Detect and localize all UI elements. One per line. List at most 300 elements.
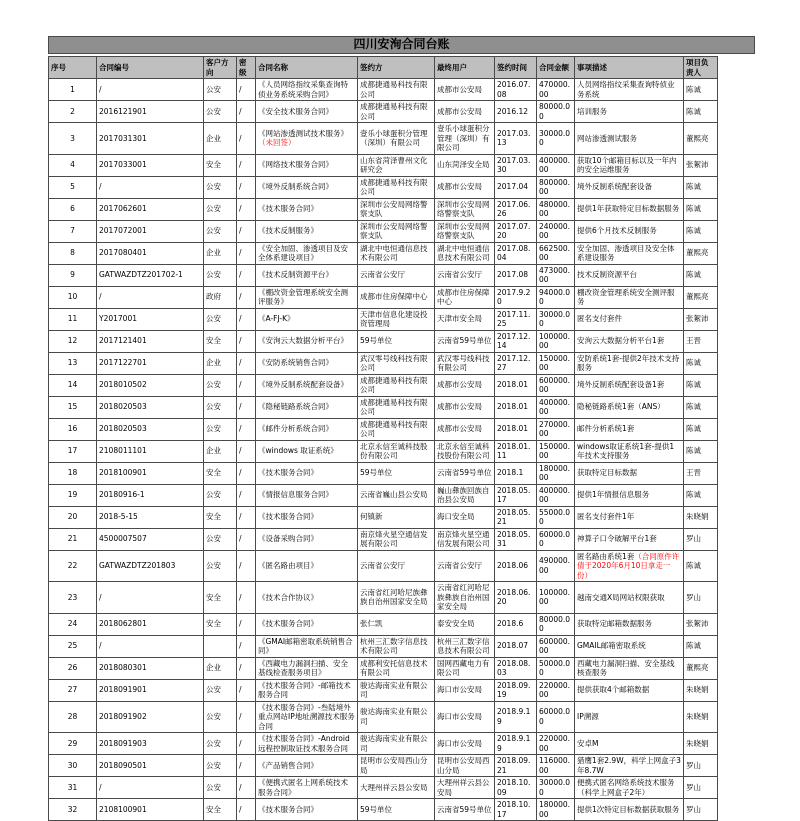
cell-end-user: 云南省59号单位 [435, 462, 495, 484]
table-row [49, 733, 718, 755]
cell-sign-date: 2018.06.20 [495, 582, 537, 614]
cell-amount: 490000.00 [537, 550, 575, 582]
cell-end-user: 成都市公安局 [435, 79, 495, 101]
cell-description: 境外反制系统配套设备 [575, 176, 684, 198]
cell-description: 匿名支付套件1年 [575, 506, 684, 528]
column-header-9: 事项描述 [575, 57, 684, 79]
cell-no: 27 [49, 679, 97, 701]
cell-project-leader: 王晋 [684, 330, 718, 352]
cell-amount: 55000.00 [537, 506, 575, 528]
cell-direction: 公安 [204, 198, 237, 220]
cell-direction: 公安 [204, 733, 237, 755]
cell-project-leader: 罗山 [684, 528, 718, 550]
cell-project-leader: 陈诚 [684, 352, 718, 374]
cell-description: 技术反制资源平台 [575, 264, 684, 286]
cell-contract-no: 20180916-1 [97, 484, 204, 506]
cell-contract-name: 《产品销售合同》 [256, 755, 358, 777]
cell-end-user: 国网西藏电力有限公司 [435, 657, 495, 679]
cell-end-user: 成都市公安局 [435, 176, 495, 198]
cell-contract-name: 《安防系统销售合同》 [256, 352, 358, 374]
cell-end-user: 成都市住房保障中心 [435, 286, 495, 308]
cell-sign-date: 2016.12 [495, 101, 537, 123]
cell-no: 23 [49, 582, 97, 614]
cell-direction: 安全 [204, 154, 237, 176]
column-header-0: 序号 [49, 57, 97, 79]
cell-project-leader: 罗山 [684, 755, 718, 777]
cell-no: 24 [49, 613, 97, 635]
cell-direction: 企业 [204, 352, 237, 374]
cell-contract-name: 《GMAI邮箱密取系统销售合同》 [256, 635, 358, 657]
cell-description: 获取特定目标数据 [575, 462, 684, 484]
table-row [49, 440, 718, 462]
cell-signing-party: 59号单位 [358, 462, 435, 484]
cell-secrecy: / [237, 440, 256, 462]
cell-amount: 400000.00 [537, 484, 575, 506]
cell-no: 25 [49, 635, 97, 657]
column-header-7: 签约时间 [495, 57, 537, 79]
cell-contract-name: 《棚改资金管理系统安全测评服务》 [256, 286, 358, 308]
cell-no: 21 [49, 528, 97, 550]
table-row [49, 550, 718, 582]
cell-description: IP溯源 [575, 701, 684, 733]
cell-signing-party: 北京永信至诚科技股份有限公司 [358, 440, 435, 462]
cell-amount: 30000.00 [537, 308, 575, 330]
cell-no: 28 [49, 701, 97, 733]
cell-description: 培训服务 [575, 101, 684, 123]
cell-project-leader: 陈诚 [684, 264, 718, 286]
cell-sign-date: 2017.08.04 [495, 242, 537, 264]
cell-end-user: 泰安安全局 [435, 613, 495, 635]
cell-sign-date: 2018.05.17 [495, 484, 537, 506]
cell-secrecy: / [237, 777, 256, 799]
cell-sign-date: 2017.06.26 [495, 198, 537, 220]
cell-description: 安卓M [575, 733, 684, 755]
cell-secrecy: / [237, 242, 256, 264]
cell-project-leader: 朱晓娟 [684, 506, 718, 528]
header-row [49, 57, 718, 79]
cell-contract-no: 2108100901 [97, 799, 204, 821]
cell-description: 提供1年获取特定目标数据服务 [575, 198, 684, 220]
cell-contract-name: 《境外反制系统配套设备》 [256, 374, 358, 396]
cell-contract-no: 2018-5-15 [97, 506, 204, 528]
table-row [49, 123, 718, 155]
cell-project-leader: 张絮沛 [684, 154, 718, 176]
cell-end-user: 深圳市公安局网络警察支队 [435, 220, 495, 242]
cell-direction: 公安 [204, 550, 237, 582]
cell-contract-name: 《设备采购合同》 [256, 528, 358, 550]
cell-signing-party: 成都捷通易科技有限公司 [358, 79, 435, 101]
cell-secrecy: / [237, 679, 256, 701]
cell-signing-party: 成都捷通易科技有限公司 [358, 396, 435, 418]
cell-no: 29 [49, 733, 97, 755]
cell-description: 获取10个邮箱目标以及一年内的安全运维服务 [575, 154, 684, 176]
cell-contract-name-red-note: （未回签） [258, 138, 296, 148]
cell-contract-no: GATWAZDTZ201702-1 [97, 264, 204, 286]
cell-description: 境外反制系统配套设备1套 [575, 374, 684, 396]
cell-contract-no: / [97, 176, 204, 198]
cell-signing-party: 杭州三汇数字信息技术有限公司 [358, 635, 435, 657]
cell-end-user: 北京永信至诚科技股份有限公司 [435, 440, 495, 462]
cell-contract-name: 《技术服务合同》 [256, 799, 358, 821]
cell-contract-no: 2017033001 [97, 154, 204, 176]
cell-amount: 470000.00 [537, 79, 575, 101]
cell-end-user: 杭州三汇数字信息技术有限公司 [435, 635, 495, 657]
cell-contract-no: 2018080301 [97, 657, 204, 679]
table-row [49, 484, 718, 506]
cell-end-user: 成都市公安局 [435, 418, 495, 440]
cell-direction: 公安 [204, 528, 237, 550]
table-header [49, 57, 718, 79]
cell-contract-no: 2017121401 [97, 330, 204, 352]
cell-signing-party: 壹乐小球蛋积分管理（深圳）有限公司 [358, 123, 435, 155]
cell-no: 3 [49, 123, 97, 155]
cell-project-leader: 陈诚 [684, 550, 718, 582]
table-row [49, 396, 718, 418]
cell-secrecy: / [237, 154, 256, 176]
cell-project-leader: 陈诚 [684, 418, 718, 440]
cell-sign-date: 2018.05.31 [495, 528, 537, 550]
cell-description: 提供获取4个邮箱数据 [575, 679, 684, 701]
cell-project-leader: 陈诚 [684, 79, 718, 101]
table-row [49, 657, 718, 679]
table-row [49, 799, 718, 821]
table-row [49, 286, 718, 308]
cell-sign-date: 2017.03.13 [495, 123, 537, 155]
cell-no: 30 [49, 755, 97, 777]
cell-amount: 480000.00 [537, 198, 575, 220]
cell-project-leader: 朱晓娟 [684, 679, 718, 701]
cell-direction: 企业 [204, 440, 237, 462]
cell-signing-party: 成都捷通易科技有限公司 [358, 374, 435, 396]
cell-sign-date: 2018.01 [495, 374, 537, 396]
cell-end-user: 天津市安全局 [435, 308, 495, 330]
table-row [49, 198, 718, 220]
cell-amount: 180000.00 [537, 799, 575, 821]
cell-description: 越南交通X局网站权限获取 [575, 582, 684, 614]
cell-direction: 安全 [204, 330, 237, 352]
cell-secrecy: / [237, 657, 256, 679]
cell-description: GMAIL邮箱密取系统 [575, 635, 684, 657]
table-row [49, 701, 718, 733]
cell-no: 20 [49, 506, 97, 528]
cell-secrecy: / [237, 613, 256, 635]
cell-contract-name: 《技术合作协议》 [256, 582, 358, 614]
cell-amount: 220000.00 [537, 679, 575, 701]
table-row [49, 528, 718, 550]
cell-contract-no: 2018090501 [97, 755, 204, 777]
cell-sign-date: 2018.6 [495, 613, 537, 635]
cell-signing-party: 天津市信息化建设投资管理局 [358, 308, 435, 330]
cell-contract-name: 《人员网络指纹采集查询特侦业务系统采购合同》 [256, 79, 358, 101]
cell-project-leader: 陈诚 [684, 484, 718, 506]
table-body [49, 79, 718, 821]
cell-signing-party: 骏达海南实业有限公司 [358, 701, 435, 733]
cell-no: 17 [49, 440, 97, 462]
cell-project-leader: 罗山 [684, 799, 718, 821]
cell-sign-date: 2017.11.25 [495, 308, 537, 330]
column-header-5: 签约方 [358, 57, 435, 79]
cell-contract-name: 《A-FJ-K》 [256, 308, 358, 330]
cell-no: 31 [49, 777, 97, 799]
cell-secrecy: / [237, 352, 256, 374]
cell-no: 14 [49, 374, 97, 396]
cell-sign-date: 2018.1 [495, 462, 537, 484]
cell-signing-party: 云南省巍山县公安局 [358, 484, 435, 506]
cell-description: 猎鹰1套2.9W，科学上网盒子3年8.7W [575, 755, 684, 777]
cell-sign-date: 2016.07.08 [495, 79, 537, 101]
cell-no: 9 [49, 264, 97, 286]
cell-end-user: 深圳市公安局网络警察支队 [435, 198, 495, 220]
cell-project-leader: 董熙亮 [684, 657, 718, 679]
cell-project-leader: 张絮沛 [684, 308, 718, 330]
cell-secrecy: / [237, 582, 256, 614]
cell-amount: 94000.00 [537, 286, 575, 308]
cell-contract-no: 2018020503 [97, 396, 204, 418]
cell-direction: 安全 [204, 462, 237, 484]
cell-end-user: 云南省公安厅 [435, 264, 495, 286]
cell-contract-name: 《情报信息服务合同》 [256, 484, 358, 506]
cell-amount: 600000.00 [537, 374, 575, 396]
cell-direction: 公安 [204, 308, 237, 330]
cell-end-user: 云南省红河哈尼族彝族自治州国家安全局 [435, 582, 495, 614]
cell-end-user: 成都市公安局 [435, 101, 495, 123]
cell-signing-party: 湖北中电恒通信息技术有限公司 [358, 242, 435, 264]
cell-direction: 公安 [204, 79, 237, 101]
cell-project-leader: 王晋 [684, 462, 718, 484]
cell-direction: 公安 [204, 396, 237, 418]
table-row [49, 635, 718, 657]
cell-secrecy: / [237, 330, 256, 352]
cell-contract-name: 《隐秘链路系统合同》 [256, 396, 358, 418]
cell-contract-no: 2017062601 [97, 198, 204, 220]
cell-project-leader: 罗山 [684, 777, 718, 799]
cell-description: 棚改资金管理系统安全测评服务 [575, 286, 684, 308]
cell-signing-party: 深圳市公安局网络警察支队 [358, 198, 435, 220]
cell-direction: 公安 [204, 264, 237, 286]
cell-sign-date: 2017.07.20 [495, 220, 537, 242]
cell-secrecy: / [237, 286, 256, 308]
cell-no: 11 [49, 308, 97, 330]
cell-no: 26 [49, 657, 97, 679]
cell-signing-party: 云南省公安厅 [358, 264, 435, 286]
cell-direction: 政府 [204, 286, 237, 308]
cell-no: 8 [49, 242, 97, 264]
cell-contract-no: / [97, 635, 204, 657]
table-row [49, 101, 718, 123]
sheet-title: 四川安洵合同台账 [48, 36, 755, 54]
cell-direction: 安全 [204, 613, 237, 635]
column-header-4: 合同名称 [256, 57, 358, 79]
cell-secrecy: / [237, 418, 256, 440]
cell-sign-date: 2017.08 [495, 264, 537, 286]
cell-amount: 30000.00 [537, 123, 575, 155]
cell-description: 匿名路由系统1套（合同原件许倩于2020年6月10日拿走一份） [575, 550, 684, 582]
cell-description: 便携式匿名网络系统技术服务（科学上网盒子2年） [575, 777, 684, 799]
cell-direction: 公安 [204, 484, 237, 506]
cell-signing-party: 59号单位 [358, 330, 435, 352]
column-header-2: 客户方向 [204, 57, 237, 79]
table-row [49, 308, 718, 330]
cell-signing-party: 武汉零号线科技有限公司 [358, 352, 435, 374]
column-header-6: 最终用户 [435, 57, 495, 79]
cell-contract-name: 《技术服务合同》-叁陆境外重点网站IP地址溯源技术服务合同 [256, 701, 358, 733]
cell-end-user: 云南省59号单位 [435, 799, 495, 821]
cell-signing-party: 成都捷通易科技有限公司 [358, 101, 435, 123]
cell-end-user: 山东菏泽安全局 [435, 154, 495, 176]
cell-contract-no: Y2017001 [97, 308, 204, 330]
cell-amount: 600000.00 [537, 635, 575, 657]
cell-sign-date: 2018.9.19 [495, 733, 537, 755]
table-row [49, 582, 718, 614]
cell-sign-date: 2018.10.09 [495, 777, 537, 799]
table-row [49, 220, 718, 242]
cell-description: 西藏电力漏洞扫描、安全基线核查服务 [575, 657, 684, 679]
cell-secrecy: / [237, 101, 256, 123]
cell-direction: 企业 [204, 657, 237, 679]
cell-description: 邮件分析系统1套 [575, 418, 684, 440]
cell-sign-date: 2018.01 [495, 396, 537, 418]
cell-contract-no: 2018100901 [97, 462, 204, 484]
cell-secrecy: / [237, 79, 256, 101]
cell-contract-name: 《技术服务合同》-Android远程控制取证技术服务合同 [256, 733, 358, 755]
cell-project-leader: 陈诚 [684, 220, 718, 242]
cell-contract-name: 《技术服务合同》 [256, 506, 358, 528]
cell-description: 提供6个月技术反制服务 [575, 220, 684, 242]
cell-direction: 安全 [204, 506, 237, 528]
contract-ledger-sheet [48, 36, 755, 821]
cell-secrecy: / [237, 701, 256, 733]
cell-contract-no: 2017080401 [97, 242, 204, 264]
cell-no: 10 [49, 286, 97, 308]
cell-contract-name: 《便携式匿名上网系统技术服务合同》 [256, 777, 358, 799]
cell-signing-party: 云南省红河哈尼族彝族自治州国家安全局 [358, 582, 435, 614]
cell-project-leader: 陈诚 [684, 176, 718, 198]
table-row [49, 679, 718, 701]
cell-sign-date: 2018.09.19 [495, 679, 537, 701]
cell-signing-party: 昆明市公安局西山分局 [358, 755, 435, 777]
cell-secrecy: / [237, 396, 256, 418]
column-header-10: 项目负责人 [684, 57, 718, 79]
cell-end-user: 成都市公安局 [435, 374, 495, 396]
cell-signing-party: 成都利安托信息技术有限公司 [358, 657, 435, 679]
cell-direction: 公安 [204, 755, 237, 777]
cell-project-leader: 陈诚 [684, 374, 718, 396]
cell-sign-date: 2017.12.27 [495, 352, 537, 374]
cell-amount: 800000.00 [537, 176, 575, 198]
cell-project-leader: 张絮沛 [684, 613, 718, 635]
table-row [49, 264, 718, 286]
cell-contract-no: / [97, 777, 204, 799]
cell-project-leader: 罗山 [684, 582, 718, 614]
cell-end-user: 成都市公安局 [435, 396, 495, 418]
cell-secrecy: / [237, 264, 256, 286]
cell-amount: 60000.00 [537, 528, 575, 550]
cell-no: 5 [49, 176, 97, 198]
cell-direction: 公安 [204, 679, 237, 701]
cell-contract-no: / [97, 582, 204, 614]
cell-amount: 50000.00 [537, 657, 575, 679]
cell-direction: 公安 [204, 101, 237, 123]
cell-signing-party: 大理州祥云县公安局 [358, 777, 435, 799]
cell-contract-name: 《技术服务合同》 [256, 198, 358, 220]
cell-contract-no: / [97, 79, 204, 101]
cell-amount: 180000.00 [537, 462, 575, 484]
cell-no: 16 [49, 418, 97, 440]
cell-amount: 100000.00 [537, 582, 575, 614]
cell-no: 22 [49, 550, 97, 582]
cell-amount: 100000.00 [537, 330, 575, 352]
table-row [49, 352, 718, 374]
cell-contract-name: 《境外反制系统合同》 [256, 176, 358, 198]
cell-contract-name: 《网络技术服务合同》 [256, 154, 358, 176]
cell-contract-name: 《西藏电力漏洞扫描、安全基线检查服务项目》 [256, 657, 358, 679]
cell-project-leader: 陈诚 [684, 198, 718, 220]
cell-no: 18 [49, 462, 97, 484]
cell-signing-party: 成都捷通易科技有限公司 [358, 176, 435, 198]
cell-project-leader: 董熙亮 [684, 242, 718, 264]
cell-secrecy: / [237, 755, 256, 777]
cell-contract-no: 2016121901 [97, 101, 204, 123]
cell-contract-no: 4500007507 [97, 528, 204, 550]
table-row [49, 755, 718, 777]
cell-secrecy: / [237, 198, 256, 220]
cell-no: 13 [49, 352, 97, 374]
cell-no: 15 [49, 396, 97, 418]
cell-sign-date: 2018.9.19 [495, 701, 537, 733]
cell-direction: 安全 [204, 582, 237, 614]
cell-contract-no: / [97, 286, 204, 308]
cell-end-user: 大理州祥云县公安局 [435, 777, 495, 799]
table-row [49, 418, 718, 440]
cell-signing-party: 59号单位 [358, 799, 435, 821]
cell-secrecy: / [237, 733, 256, 755]
cell-amount: 80000.00 [537, 613, 575, 635]
cell-no: 12 [49, 330, 97, 352]
cell-sign-date: 2017.03.30 [495, 154, 537, 176]
cell-amount: 400000.00 [537, 154, 575, 176]
cell-end-user: 云南省59号单位 [435, 330, 495, 352]
cell-sign-date: 2018.08.03 [495, 657, 537, 679]
cell-sign-date: 2018.07 [495, 635, 537, 657]
cell-end-user: 壹乐小球蛋积分管理（深圳）有限公司 [435, 123, 495, 155]
cell-amount: 80000.00 [537, 101, 575, 123]
cell-description: 神算子口令破解平台1套 [575, 528, 684, 550]
cell-description: 网站渗透测试服务 [575, 123, 684, 155]
cell-direction: 公安 [204, 176, 237, 198]
cell-secrecy: / [237, 550, 256, 582]
cell-contract-name: 《安全技术服务合同》 [256, 101, 358, 123]
cell-description: windows取证系统1套-提供1年技术支持服务 [575, 440, 684, 462]
cell-signing-party: 山东省菏泽曹州文化研究会 [358, 154, 435, 176]
cell-secrecy: / [237, 123, 256, 155]
cell-contract-no: 2018091903 [97, 733, 204, 755]
cell-contract-name: 《技术服务合同》 [256, 462, 358, 484]
cell-sign-date: 2018.05.21 [495, 506, 537, 528]
cell-signing-party: 成都捷通易科技有限公司 [358, 418, 435, 440]
cell-secrecy: / [237, 506, 256, 528]
cell-description: 提供1次特定目标数据获取服务 [575, 799, 684, 821]
cell-direction: 公安 [204, 701, 237, 733]
cell-secrecy: / [237, 308, 256, 330]
cell-contract-name: 《技术服务合同》 [256, 613, 358, 635]
cell-project-leader: 陈诚 [684, 635, 718, 657]
cell-amount: 270000.00 [537, 418, 575, 440]
cell-end-user: 海口市公安局 [435, 701, 495, 733]
cell-no: 32 [49, 799, 97, 821]
cell-direction: 公安 [204, 374, 237, 396]
cell-contract-no: 2017031301 [97, 123, 204, 155]
cell-amount: 240000.00 [537, 220, 575, 242]
